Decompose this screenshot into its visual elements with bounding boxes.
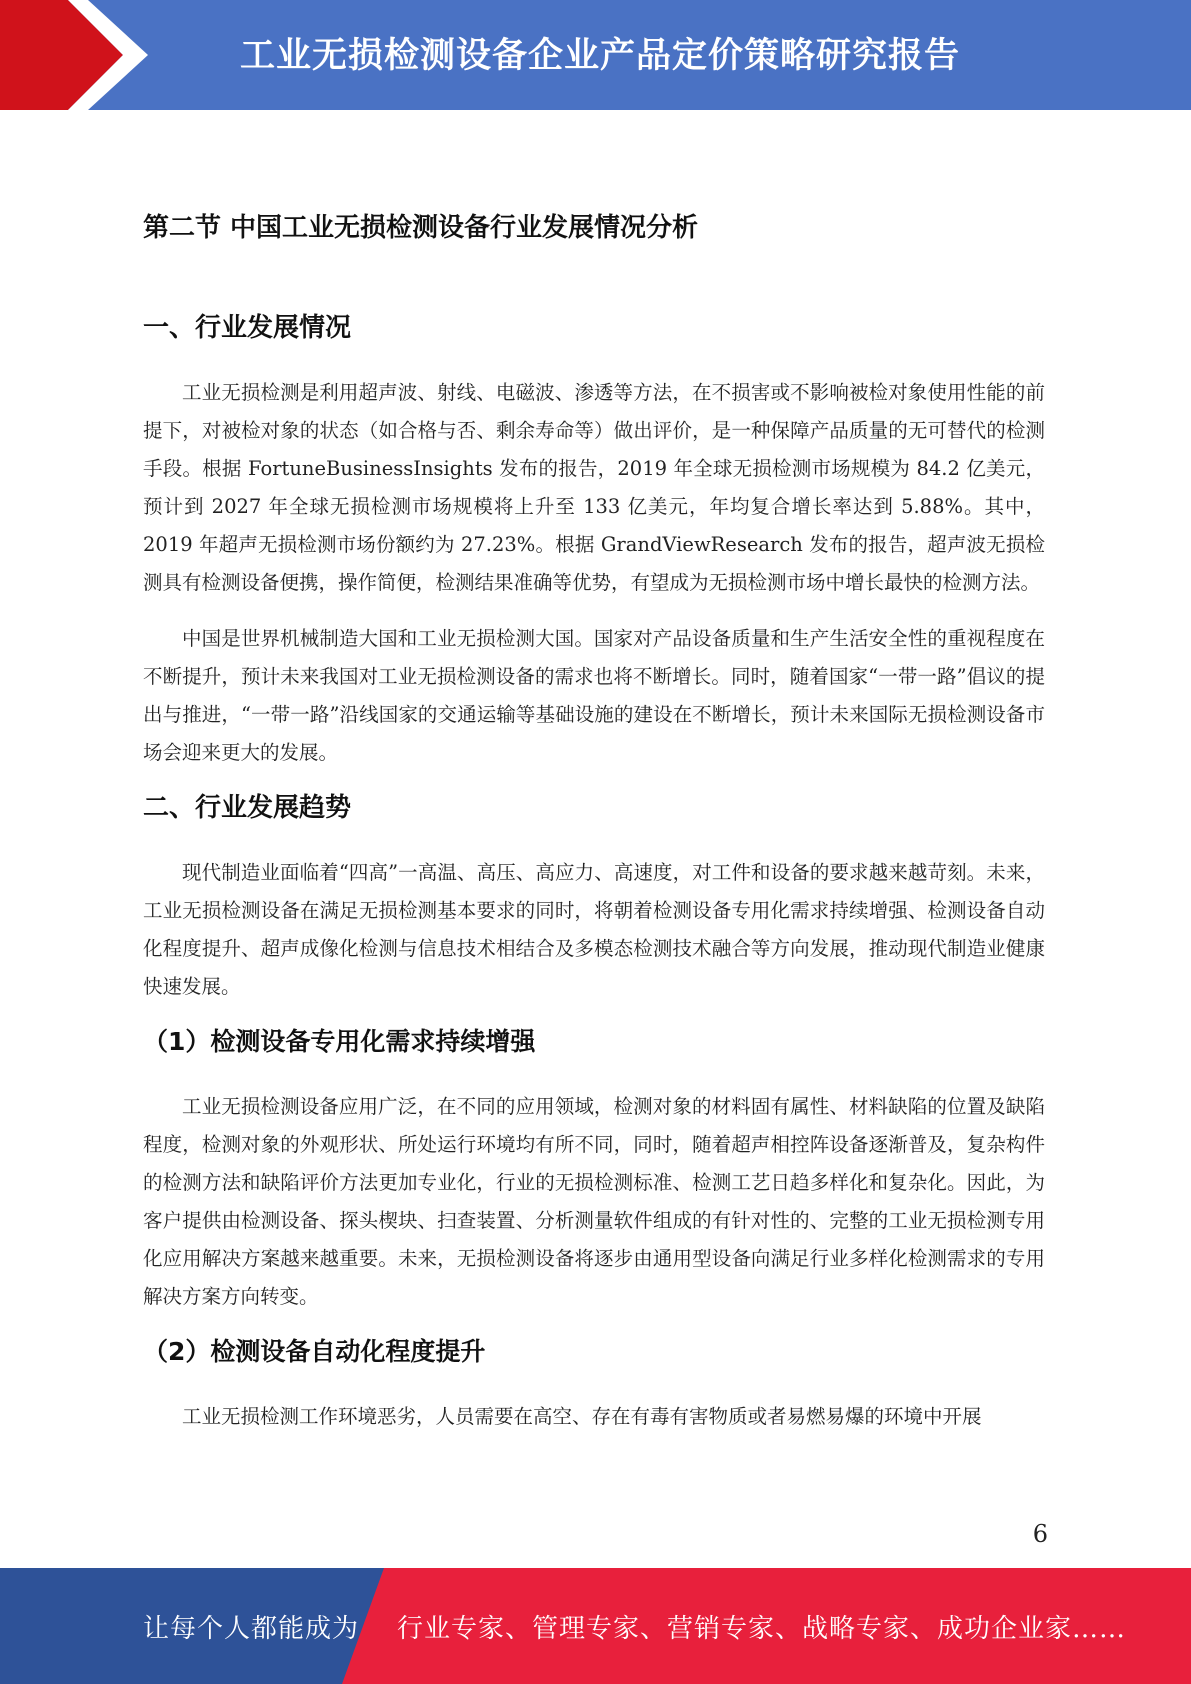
- section-title: 第二节 中国工业无损检测设备行业发展情况分析: [143, 213, 699, 243]
- paragraph: 工业无损检测工作环境恶劣，人员需要在高空、存在有毒有害物质或者易燃易爆的环境中开展: [182, 1405, 982, 1428]
- page-number: 6: [1032, 1520, 1048, 1548]
- footer-slogan-right: 行业专家、管理专家、营销专家、战略专家、成功企业家……: [397, 1614, 1127, 1644]
- header-arrow-decoration: [0, 0, 150, 110]
- footer-slogan-left: 让每个人都能成为: [143, 1614, 360, 1644]
- page-header: [0, 0, 1191, 110]
- paragraph: 中国是世界机械制造大国和工业无损检测大国。国家对产品设备质量和生产生活安全性的重视程度在不断提升，预计未来我国对工业无损检测设备的需求也将不断增长。同时，随着国家“一带一路”倡议的提出与推进，“一带一路”沿线国家的交通运输等基础设施的建设在不断增长，预计未来国际无损检测设备市场会迎来更大的发展。: [143, 627, 1045, 764]
- page-footer: [0, 1568, 1191, 1684]
- report-title: 工业无损检测设备企业产品定价策略研究报告: [239, 36, 960, 76]
- heading-industry-development: 一、行业发展情况: [143, 313, 352, 343]
- heading-specialization: （1）检测设备专用化需求持续增强: [143, 1027, 536, 1056]
- heading-automation: （2）检测设备自动化程度提升: [143, 1337, 486, 1366]
- page-content: [143, 210, 1045, 1454]
- paragraph: 工业无损检测设备应用广泛，在不同的应用领域，检测对象的材料固有属性、材料缺陷的位置及缺陷程度，检测对象的外观形状、所处运行环境均有所不同，同时，随着超声相控阵设备逐渐普及，复杂构件的检测方法和缺陷评价方法更加专业化，行业的无损检测标准、检测工艺日趋多样化和复杂化。因此，为客户提供由检测设备、探头楔块、扫查装置、分析测量软件组成的有针对性的、完整的工业无损检测专用化应用解决方案越来越重要。未来，无损检测设备将逐步由通用型设备向满足行业多样化检测需求的专用解决方案方向转变。: [143, 1095, 1045, 1308]
- heading-industry-trends: 二、行业发展趋势: [143, 793, 352, 823]
- paragraph: 现代制造业面临着“四高”一高温、高压、高应力、高速度，对工件和设备的要求越来越苛刻。未来，工业无损检测设备在满足无损检测基本要求的同时，将朝着检测设备专用化需求持续增强、检测设备自动化程度提升、超声成像化检测与信息技术相结合及多模态检测技术融合等方向发展，推动现代制造业健康快速发展。: [143, 861, 1045, 998]
- paragraph: 工业无损检测是利用超声波、射线、电磁波、渗透等方法，在不损害或不影响被检对象使用性能的前提下，对被检对象的状态（如合格与否、剩余寿命等）做出评价，是一种保障产品质量的无可替代的检测手段。根据 FortuneBusinessInsights 发布的报告，2019 年全球无损检测市场规模为 84.2 亿美元，预计到 2027 年全球无损检测市场规模将上升至 133 亿美元，年均复合增长率达到 5.88%。其中，2019 年超声无损检测市场份额约为 27.23%。根据 GrandViewResearch 发布的报告，超声波无损检测具有检测设备便携，操作简便，检测结果准确等优势，有望成为无损检测市场中增长最快的检测方法。: [143, 381, 1045, 594]
